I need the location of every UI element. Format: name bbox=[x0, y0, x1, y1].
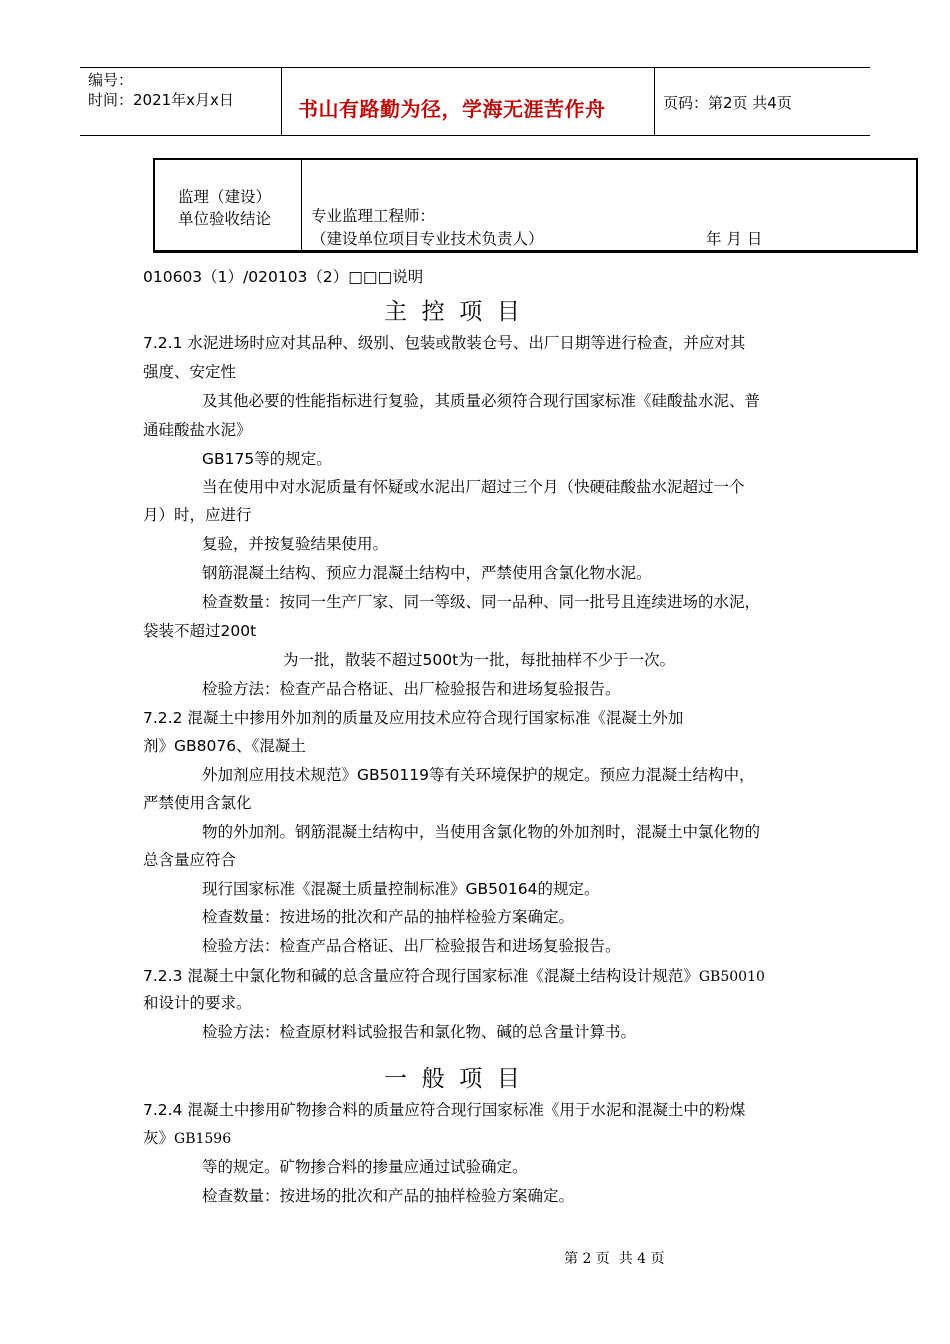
motto: 书山有路勤为径，学海无涯苦作舟 bbox=[298, 97, 606, 121]
paragraph-line: 复验，并按复验结果使用。 bbox=[202, 535, 389, 553]
paragraph-line: 7.2.4 混凝土中掺用矿物掺合料的质量应符合现行国家标准《用于水泥和混凝土中的粉煤 bbox=[143, 1101, 746, 1119]
paragraph-line bbox=[143, 1128, 231, 1149]
paragraph-line: 7.2.2 混凝土中掺用外加剂的质量及应用技术应符合现行国家标准《混凝土外加 bbox=[143, 709, 684, 727]
paragraph-line: 月）时，应进行 bbox=[143, 506, 252, 524]
paragraph-line: 和设计的要求。 bbox=[143, 994, 252, 1012]
header-top-rule bbox=[80, 67, 870, 68]
paragraph-line: 物的外加剂。钢筋混凝土结构中，当使用含氯化物的外加剂时，混凝土中氯化物的 bbox=[202, 823, 761, 841]
serial-label: 编号： bbox=[88, 71, 134, 89]
signoff-date: 年 月 日 bbox=[706, 230, 763, 248]
paragraph-line bbox=[143, 966, 765, 987]
text-run-serif: GB50010 bbox=[698, 969, 765, 985]
paragraph-line: 当在使用中对水泥质量有怀疑或水泥出厂超过三个月（快硬硅酸盐水泥超过一个 bbox=[202, 478, 745, 496]
paragraph-line: 等的规定。矿物掺合料的掺量应通过试验确定。 bbox=[202, 1158, 528, 1176]
page-code: 页码：第2页 共4页 bbox=[663, 94, 792, 112]
text-run: 7.2.3 混凝土中氯化物和碱的总含量应符合现行国家标准《混凝土结构设计规范》 bbox=[143, 967, 699, 985]
signoff-engineer: 专业监理工程师： bbox=[311, 207, 436, 225]
paragraph-line: 现行国家标准《混凝土质量控制标准》GB50164的规定。 bbox=[202, 880, 600, 898]
paragraph-line: 检验方法：检查产品合格证、出厂检验报告和进场复验报告。 bbox=[202, 937, 621, 955]
paragraph-line: 剂》GB8076、《混凝土 bbox=[143, 737, 306, 755]
header-divider-right bbox=[654, 67, 655, 135]
explain-title: 010603（1）/020103（2）□□□说明 bbox=[143, 268, 424, 286]
text-run-serif: GB1596 bbox=[174, 1131, 232, 1147]
paragraph-line: 强度、安定性 bbox=[143, 363, 237, 381]
paragraph-line: 7.2.1 水泥进场时应对其品种、级别、包装或散装仓号、出厂日期等进行检查，并应对其 bbox=[143, 334, 746, 352]
paragraph-line: 检验方法：检查产品合格证、出厂检验报告和进场复验报告。 bbox=[202, 680, 621, 698]
paragraph-line: 外加剂应用技术规范》GB50119等有关环境保护的规定。预应力混凝土结构中， bbox=[202, 766, 755, 784]
page-footer: 第 2 页 共 4 页 bbox=[564, 1251, 665, 1267]
paragraph-line: GB175等的规定。 bbox=[202, 450, 332, 468]
paragraph-line: 总含量应符合 bbox=[143, 851, 237, 869]
paragraph-line: 严禁使用含氯化 bbox=[143, 794, 252, 812]
paragraph-line: 检查数量：按同一生产厂家、同一等级、同一品种、同一批号且连续进场的水泥， bbox=[202, 593, 761, 611]
paragraph-line: 钢筋混凝土结构、预应力混凝土结构中，严禁使用含氯化物水泥。 bbox=[202, 564, 652, 582]
paragraph-line: 为一批，散装不超过500t为一批，每批抽样不少于一次。 bbox=[283, 651, 676, 669]
signoff-left-line2: 单位验收结论 bbox=[178, 210, 272, 228]
text-run: 灰》 bbox=[143, 1129, 175, 1147]
header-bottom-rule bbox=[80, 135, 870, 136]
paragraph-line: 检验方法：检查原材料试验报告和氯化物、碱的总含量计算书。 bbox=[202, 1023, 637, 1041]
time-label: 时间：2021年x月x日 bbox=[88, 91, 234, 109]
paragraph-line: 通硅酸盐水泥》 bbox=[143, 421, 252, 439]
paragraph-line: 检查数量：按进场的批次和产品的抽样检验方案确定。 bbox=[202, 908, 575, 926]
paragraph-line: 袋装不超过200t bbox=[143, 622, 257, 640]
paragraph-line: 检查数量：按进场的批次和产品的抽样检验方案确定。 bbox=[202, 1187, 575, 1205]
signoff-owner: （建设单位项目专业技术负责人） bbox=[311, 230, 544, 248]
paragraph-line: 及其他必要的性能指标进行复验，其质量必须符合现行国家标准《硅酸盐水泥、普 bbox=[202, 392, 761, 410]
section-heading-general: 一 般 项 目 bbox=[384, 1066, 520, 1092]
header-divider-left bbox=[281, 67, 282, 135]
signoff-left-line1: 监理（建设） bbox=[178, 188, 272, 206]
signoff-divider bbox=[301, 160, 302, 250]
section-heading-main: 主 控 项 目 bbox=[384, 299, 520, 325]
